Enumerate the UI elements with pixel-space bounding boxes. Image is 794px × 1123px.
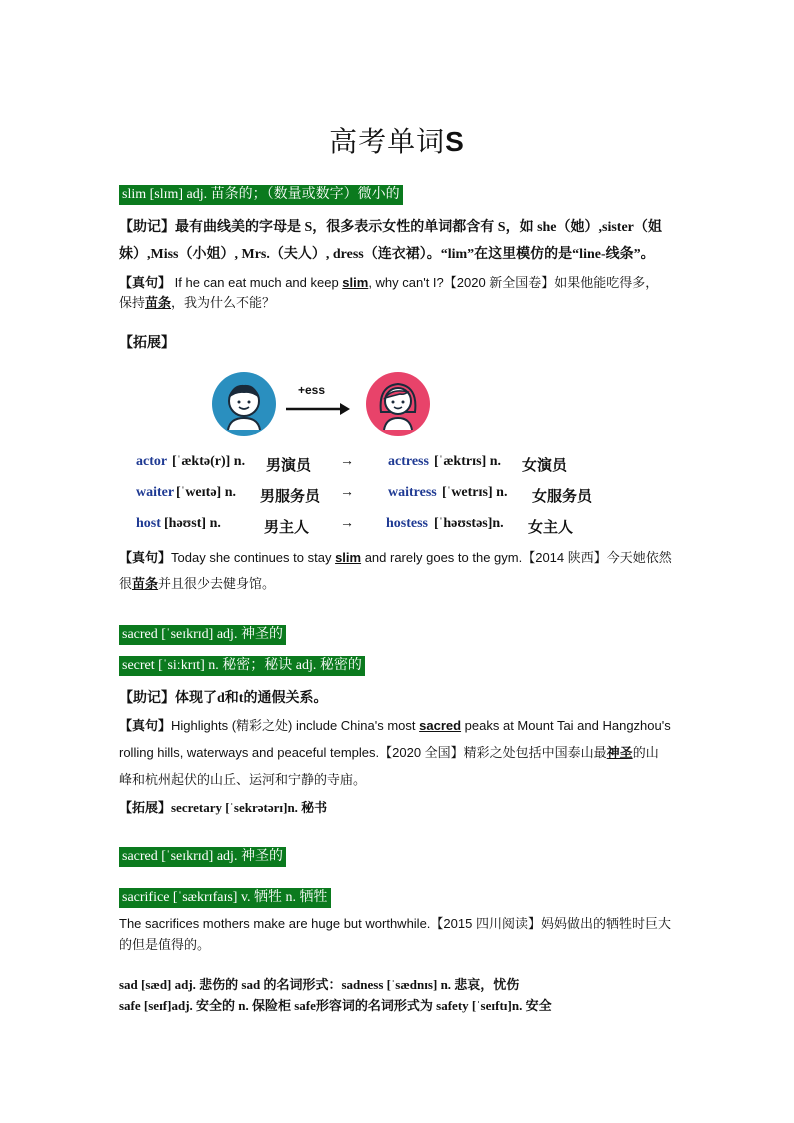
female-word: hostess [386,516,429,531]
example-text: rolling hills, waterways and peaceful temples.【2020 全国】精彩之处包括中国泰山最 [119,745,607,760]
entry-bar-secret: secret [ˈsiːkrɪt] n. 秘密；秘诀 adj. 秘密的 [119,656,365,676]
example-text: Today she continues to stay [171,550,336,565]
slim-example2 [119,547,679,566]
female-word: actress [388,454,429,469]
example-keyword: 神圣 [606,745,633,760]
male-avatar-icon [212,372,276,436]
male-word: waiter [136,485,175,500]
example-keyword: 苗条 [132,576,159,591]
female-pron: [ˈwetrɪs] n. [442,485,508,500]
male-meaning: 男主人 [264,520,310,536]
arrow-label: +ess [298,383,326,397]
entry-bar-sacrifice: sacrifice [ˈsækrɪfaɪs] v. 牺牲 n. 牺牲 [119,888,331,908]
sacred-example-line3: 峰和杭州起伏的山丘、运河和宁静的寺庙。 [119,772,367,787]
title-letter: S [445,126,465,157]
male-pron: [ˈæktə(r)] n. [172,454,246,469]
sacred-extension: 【拓展】secretary [ˈsekrətərɪ]n. 秘书 [119,800,328,815]
male-word: host [136,516,161,531]
female-avatar-svg [366,372,430,436]
example-text: 的山 [632,745,659,760]
female-avatar-icon [366,372,430,436]
right-arrow-icon [286,400,352,418]
entry-bar-sacred-repeat: sacred [ˈseɪkrɪd] adj. 神圣的 [119,847,286,867]
female-pron: [ˈhəʊstəs]n. [434,516,504,531]
male-pron: [ˈweɪtə] n. [176,485,236,500]
example-text: 很 [119,576,133,591]
example-text: , why can't I?【2020 新全国卷】如果他能吃得多， [368,275,659,290]
slim-mnemonic-line2: 妹）,Miss（小姐）, Mrs.（夫人）, dress（连衣裙）。“lim”在这里模仿的是“line-线条”。 [119,247,655,262]
example-keyword: slim [335,550,362,565]
example-label: 【真句】 [119,275,172,290]
sad-entry: sad [sæd] adj. 悲伤的 sad 的名词形式：sadness [ˈsædnɪs] n. 悲哀，忧伤 [119,977,520,992]
sacred-example [119,715,679,734]
pair-arrow: → [340,516,354,531]
pair-arrow: → [340,485,354,500]
slim-example2-line2 [119,573,679,592]
sacred-mnemonic: 【助记】体现了d和t的通假关系。 [119,691,328,706]
example-keyword: 苗条 [145,295,172,310]
slim-extension-label: 【拓展】 [119,336,175,351]
entry-bar-slim: slim [slɪm] adj. 苗条的；（数量或数字）微小的 [119,185,403,205]
male-meaning: 男服务员 [260,489,321,505]
example-label: 【真句】 [119,550,172,565]
example-text: If he can eat much and keep [171,275,343,290]
sacred-example-line2 [119,742,679,761]
male-word: actor [136,454,168,469]
entry-bar-sacred: sacred [ˈseɪkrɪd] adj. 神圣的 [119,625,286,645]
example-label: 【真句】 [119,718,172,733]
example-text: peaks at Mount Tai and Hangzhou's [461,718,671,733]
sacrifice-example-line2: 的但是值得的。 [119,937,211,952]
example-keyword: sacred [419,718,462,733]
slim-mnemonic-line1: 【助记】最有曲线美的字母是 S，很多表示女性的单词都含有 S，如 she（她）,sister（姐 [119,220,662,235]
example-keyword: slim [342,275,369,290]
slim-example1 [119,272,679,291]
female-meaning: 女服务员 [532,489,593,505]
slim-example1-line2 [119,292,679,311]
male-pron: [həʊst] n. [164,516,221,531]
example-text: 并且很少去健身馆。 [158,576,276,591]
female-meaning: 女主人 [528,520,574,536]
female-pron: [ˈæktrɪs] n. [434,454,502,469]
male-meaning: 男演员 [266,458,312,474]
example-text: ，我为什么不能？ [171,295,276,310]
safe-entry: safe [seɪf]adj. 安全的 n. 保险柜 safe形容词的名词形式为 safety [ˈseɪftɪ]n. 安全 [119,998,552,1013]
female-word: waitress [388,485,437,500]
page-title [0,120,794,160]
male-avatar-svg [212,372,276,436]
title-text: 高考单词 [329,125,446,158]
example-text: Highlights (精彩之处) include China's most [171,718,420,733]
pair-arrow: → [340,454,354,469]
example-text: and rarely goes to the gym.【2014 陕西】今天她依然 [361,550,672,565]
sacrifice-example-line1: The sacrifices mothers make are huge but worthwhile.【2015 四川阅读】妈妈做出的牺牲时巨大 [119,916,671,931]
female-meaning: 女演员 [522,458,568,474]
example-text: 保持 [119,295,146,310]
